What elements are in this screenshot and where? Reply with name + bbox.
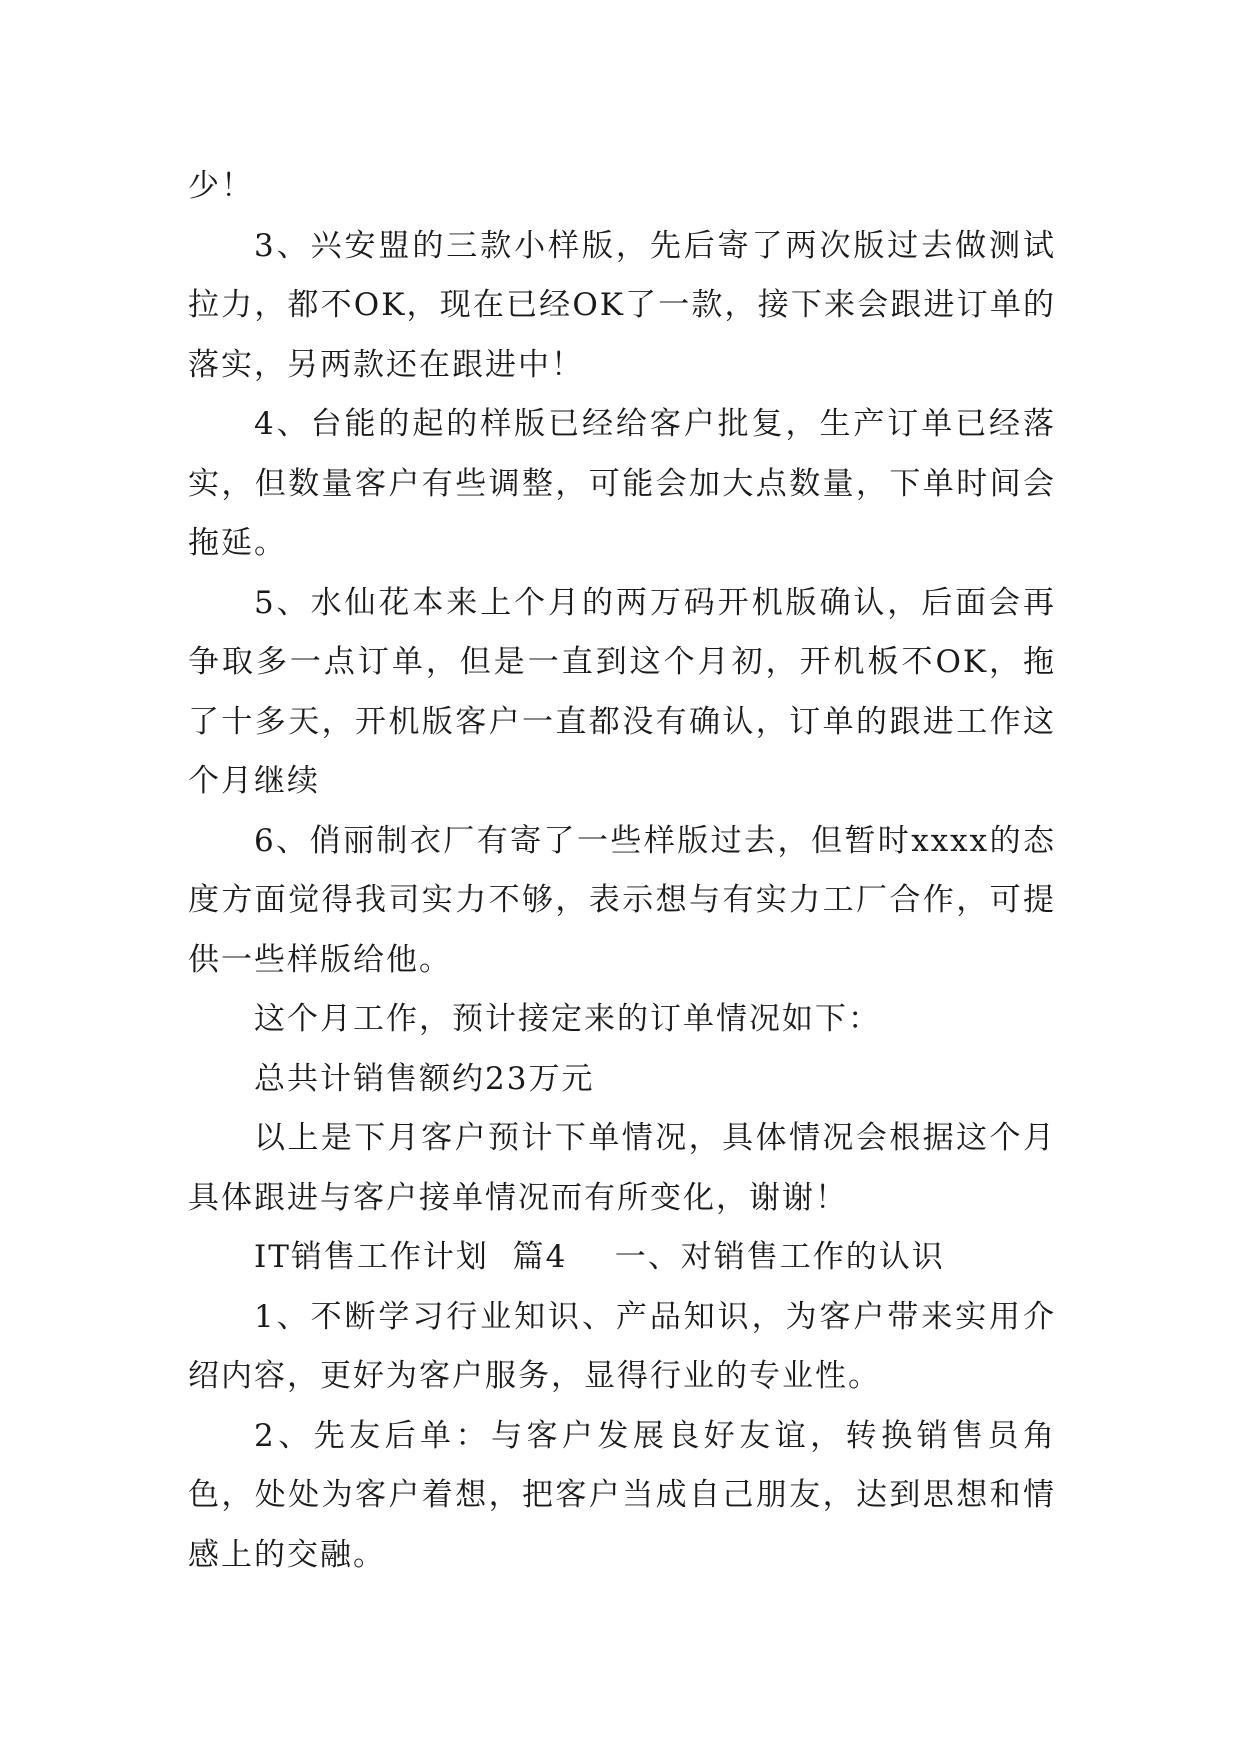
document-body	[188, 157, 1056, 1585]
paragraph-item-5: 5、水仙花本来上个月的两万码开机版确认，后面会再争取多一点订单，但是一直到这个月初，开机板不OK，拖了十多天，开机版客户一直都没有确认，订单的跟进工作这个月继续	[188, 584, 1056, 799]
paragraph-sales-total: 总共计销售额约23万元	[254, 1060, 595, 1097]
paragraph-item-4: 4、台能的起的样版已经给客户批复，生产订单已经落实，但数量客户有些调整，可能会加大点数量，下单时间会拖延。	[188, 406, 1056, 561]
paragraph-continuation: 少！	[188, 168, 254, 204]
paragraph-point-2: 2、先友后单：与客户发展良好友谊，转换销售员角色，处处为客户着想，把客户当成自己朋友，达到思想和情感上的交融。	[188, 1417, 1056, 1573]
paragraph-closing: 以上是下月客户预计下单情况，具体情况会根据这个月具体跟进与客户接单情况而有所变化，谢谢！	[188, 1120, 1056, 1216]
paragraph-item-6: 6、俏丽制衣厂有寄了一些样版过去，但暂时xxxx的态度方面觉得我司实力不够，表示想与有实力工厂合作，可提供一些样版给他。	[188, 822, 1056, 978]
section-heading: IT销售工作计划 篇4 一、对销售工作的认识	[254, 1239, 945, 1275]
paragraph-point-1: 1、不断学习行业知识、产品知识，为客户带来实用介绍内容，更好为客户服务，显得行业的专业性。	[188, 1298, 1056, 1394]
paragraph-item-3: 3、兴安盟的三款小样版，先后寄了两次版过去做测试拉力，都不OK，现在已经OK了一款，接下来会跟进订单的落实，另两款还在跟进中！	[188, 227, 1056, 383]
paragraph-monthly-forecast: 这个月工作，预计接定来的订单情况如下：	[254, 1001, 881, 1037]
